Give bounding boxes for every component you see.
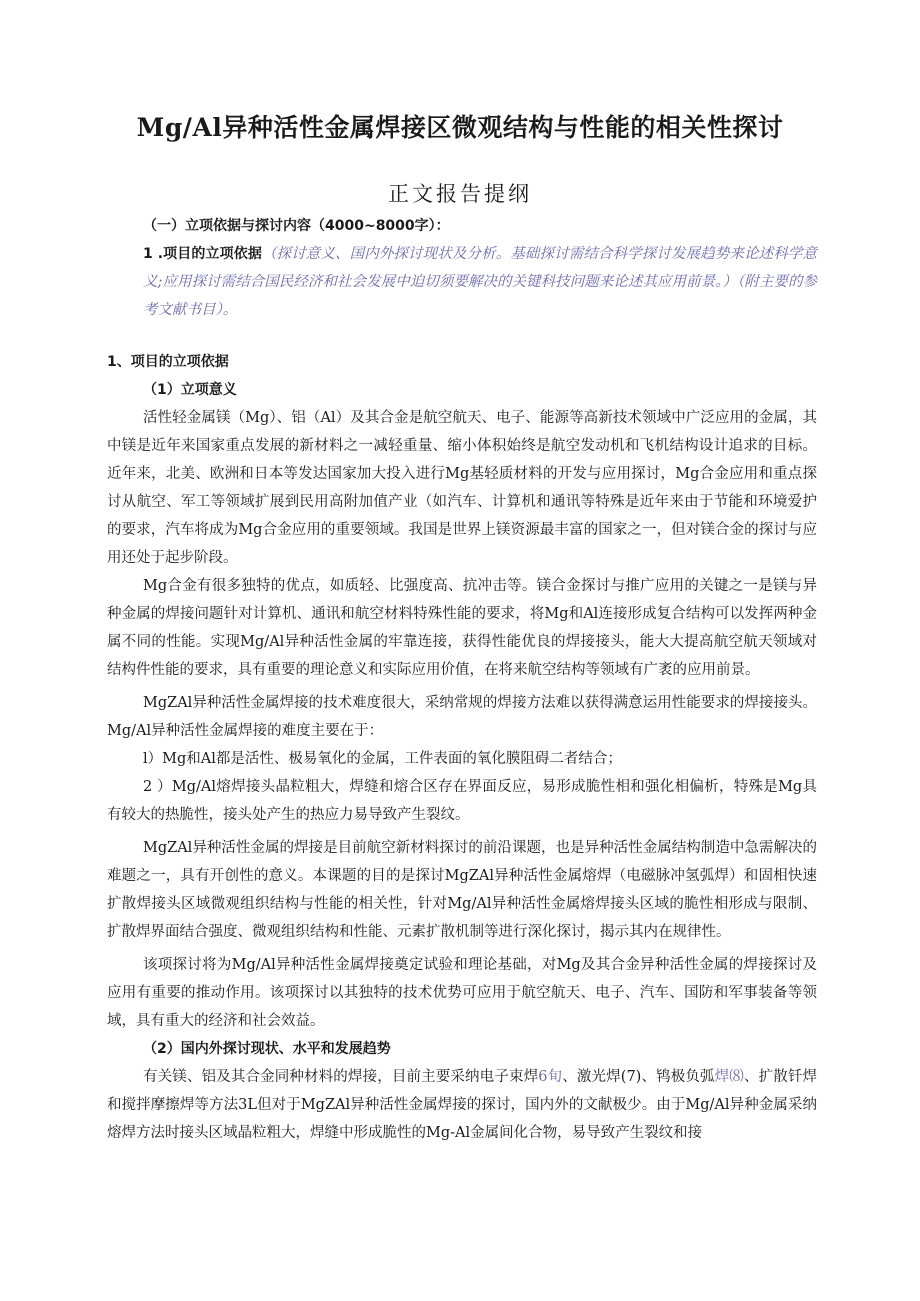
list-item-2: 2 ）Mg/Al熔焊接头晶粒粗大，焊缝和熔合区存在界面反应，易形成脆性相和强化相偏析，特殊是Mg具有较大的热脆性，接头处产生的热应力易导致产生裂纹。: [107, 779, 817, 823]
paragraph-2: Mg合金有很多独特的优点，如质轻、比强度高、抗冲击等。镁合金探讨与推广应用的关键之一是镁与异种金属的焊接问题针对计算机、通讯和航空材料特殊性能的要求，将Mg和Al连接形成复合结构可以发挥两种金属不同的性能。实现Mg/Al异种活性金属的牢靠连接，获得性能优良的焊接接头，能大大提高航空航天领域对结构件性能的要求，具有重要的理论意义和实际应用价值，在将来航空结构等领域有广袤的应用前景。: [107, 578, 817, 678]
reference-1: 6旬: [538, 1069, 563, 1085]
subsection-heading-1: （1）立项意义: [143, 382, 237, 398]
outline-item-note: （探讨意义、国内外探讨现状及分析。基础探讨需结合科学探讨发展趋势来论述科学意义;应用探讨需结合国民经济和社会发展中迫切须要解决的关键科技问题来论述其应用前景。）（附主要的参考文献书目）。: [143, 246, 818, 318]
subsection-heading-2: （2）国内外探讨现状、水平和发展趋势: [143, 1041, 391, 1057]
paragraph-6: [107, 1063, 817, 1147]
outline-item: [107, 240, 817, 324]
document-body: [107, 212, 817, 1147]
document-subtitle: 正文报告提纲: [388, 182, 532, 206]
paragraph-6-part-2: 、激光焊(7)、鸨极负弧: [562, 1069, 715, 1085]
section-heading: 1、项目的立项依据: [107, 354, 229, 370]
outline-heading: （一）立项依据与探讨内容（4000~8000字）：: [143, 218, 450, 234]
paragraph-5: 该项探讨将为Mg/Al异种活性金属焊接奠定试验和理论基础，对Mg及其合金异种活性金属的焊接探讨及应用有重要的推动作用。该项探讨以其独特的技术优势可应用于航空航天、电子、汽车、国防和军事装备等领域，具有重大的经济和社会效益。: [107, 957, 817, 1029]
document-title: Mg/Al异种活性金属焊接区微观结构与性能的相关性探讨: [136, 113, 784, 142]
paragraph-6-part-1: 有关镁、铝及其合金同种材料的焊接，目前主要采纳电子束焊: [143, 1069, 539, 1085]
outline-item-label: 1 .项目的立项依据: [143, 246, 262, 262]
reference-2: 焊⑻: [714, 1069, 744, 1085]
list-item-1: l）Mg和Al都是活性、极易氧化的金属，工件表面的氧化膜阻碍二者结合；: [143, 751, 622, 767]
paragraph-6-part-3: 、扩散钎焊和搅拌摩擦焊等方法3L但对于MgZAl异种活性金属焊接的探讨，国内外的文献极少。由于Mg/Al异种金属采纳熔焊方法时接头区域晶粒粗大，焊缝中形成脆性的Mg-Al金属间化合物，易导致产生裂纹和接: [107, 1069, 818, 1141]
spacer: [107, 324, 817, 348]
paragraph-1: 活性轻金属镁（Mg）、铝（Al）及其合金是航空航天、电子、能源等高新技术领域中广泛应用的金属，其中镁是近年来国家重点发展的新材料之一减轻重量、缩小体积始终是航空发动机和飞机结构设计追求的目标。近年来，北美、欧洲和日本等发达国家加大投入进行Mg基轻质材料的开发与应用探讨，Mg合金应用和重点探讨从航空、军工等领域扩展到民用高附加值产业（如汽车、计算机和通讯等特殊是近年来由于节能和环境爱护的要求，汽车将成为Mg合金应用的重要领域。我国是世界上镁资源最丰富的国家之一，但对镁合金的探讨与应用还处于起步阶段。: [107, 410, 817, 566]
paragraph-3: MgZAl异种活性金属焊接的技术难度很大，采纳常规的焊接方法难以获得满意运用性能要求的焊接接头。Mg/Al异种活性金属焊接的难度主要在于：: [107, 695, 817, 739]
paragraph-4: MgZAl异种活性金属的焊接是目前航空新材料探讨的前沿课题，也是异种活性金属结构制造中急需解决的难题之一，具有开创性的意义。本课题的目的是探讨MgZAl异种活性金属熔焊（电磁脉冲氢弧焊）和固相快速扩散焊接头区域微观组织结构与性能的相关性，针对Mg/Al异种活性金属熔焊接头区域的脆性相形成与限制、扩散焊界面结合强度、微观组织结构和性能、元素扩散机制等进行深化探讨，揭示其内在规律性。: [107, 840, 817, 940]
